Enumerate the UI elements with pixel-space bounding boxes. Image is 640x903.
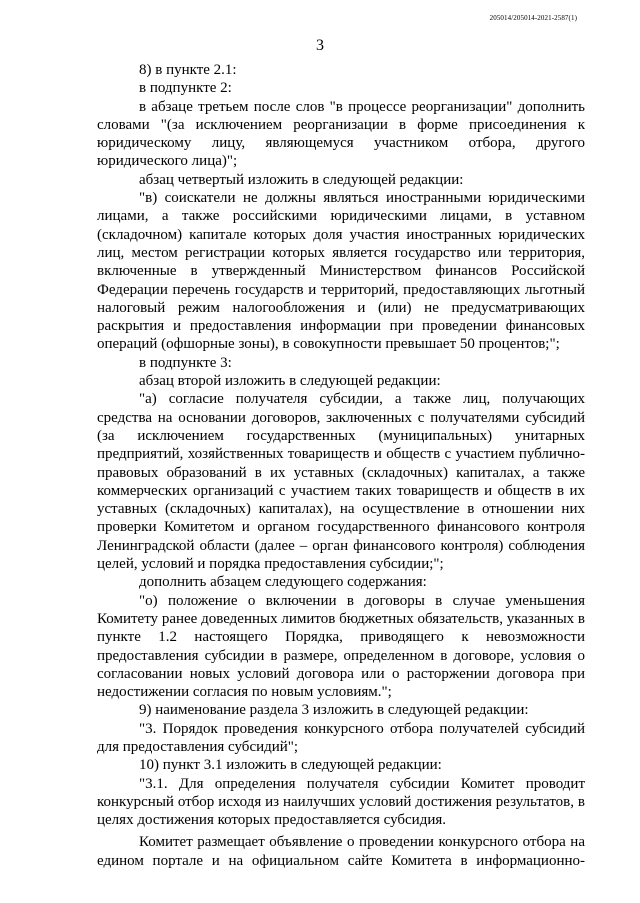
paragraph: 9) наименование раздела 3 изложить в следующей редакции: <box>139 702 529 719</box>
paragraph: дополнить абзацем следующего содержания: <box>139 574 427 591</box>
paragraph: 8) в пункте 2.1: <box>139 62 237 78</box>
paragraph: "в) соискатели не должны являться иностранными юридическими лицами, а также российскими юридическими лицами, в уставном (складочном) капитале которых доля участия иностранных юридических лиц, местом регистрации которых является государство или территория, включенные в утвержденный Министерством финансов Российской Федерации перечень государств и территорий, предоставляющих льготный налоговый режим налогообложения и (или) не предусматривающих раскрытия и предоставления информации при проведении финансовых операций (офшорные зоны), в совокупности превышает 50 процентов;"; <box>97 190 585 353</box>
paragraph: в подпункте 3: <box>139 354 232 371</box>
paragraph: "о) положение о включении в договоры в случае уменьшения Комитету ранее доведенных лимитов бюджетных обязательств, указанных в пункте 1.2 настоящего Порядка, приводящего к невозможности предоставления субсидии в размере, определенном в договоре, условия о согласовании новых условий договора или о расторжении договора при недостижении согласия по новым условиям."; <box>97 592 585 701</box>
paragraph: абзац четвертый изложить в следующей редакции: <box>139 171 464 188</box>
document-id: 205014/205014-2021-2587(1) <box>489 14 577 22</box>
paragraph: абзац второй изложить в следующей редакции: <box>139 373 441 390</box>
document-body <box>97 61 585 870</box>
paragraph: "3.1. Для определения получателя субсидии Комитет проводит конкурсный отбор исходя из наилучших условий достижения результатов, в целях достижения которых предоставляется субсидия. <box>97 775 585 829</box>
paragraph: "3. Порядок проведения конкурсного отбора получателей субсидий для предоставления субсидий"; <box>97 720 585 755</box>
paragraph: в абзаце третьем после слов "в процессе реорганизации" дополнить словами "(за исключением реорганизации в форме присоединения к юридическому лицу, являющемуся участником отбора, другого юридического лица)"; <box>97 98 585 170</box>
paragraph: 10) пункт 3.1 изложить в следующей редакции: <box>139 757 442 774</box>
paragraph: "а) согласие получателя субсидии, а также лиц, получающих средства на основании договоров, заключенных с получателями субсидий (за исключением государственных (муниципальных) унитарных предприятий, хозяйственных товариществ и обществ с участием публично-правовых образований в их уставных (складочных) капиталах, а также коммерческих организаций с участием таких товариществ и обществ в их уставных (складочных) капиталах), на осуществление в отношении них проверки Комитетом и органом государственного финансового контроля Ленинградской области (далее – орган финансового контроля) соблюдения целей, условий и порядка предоставления субсидии;"; <box>97 391 585 573</box>
paragraph: в подпункте 2: <box>139 80 232 97</box>
paragraph: Комитет размещает объявление о проведении конкурсного отбора на едином портале и на официальном сайте Комитета в информационно- <box>97 834 585 869</box>
page-number: 3 <box>316 37 324 54</box>
